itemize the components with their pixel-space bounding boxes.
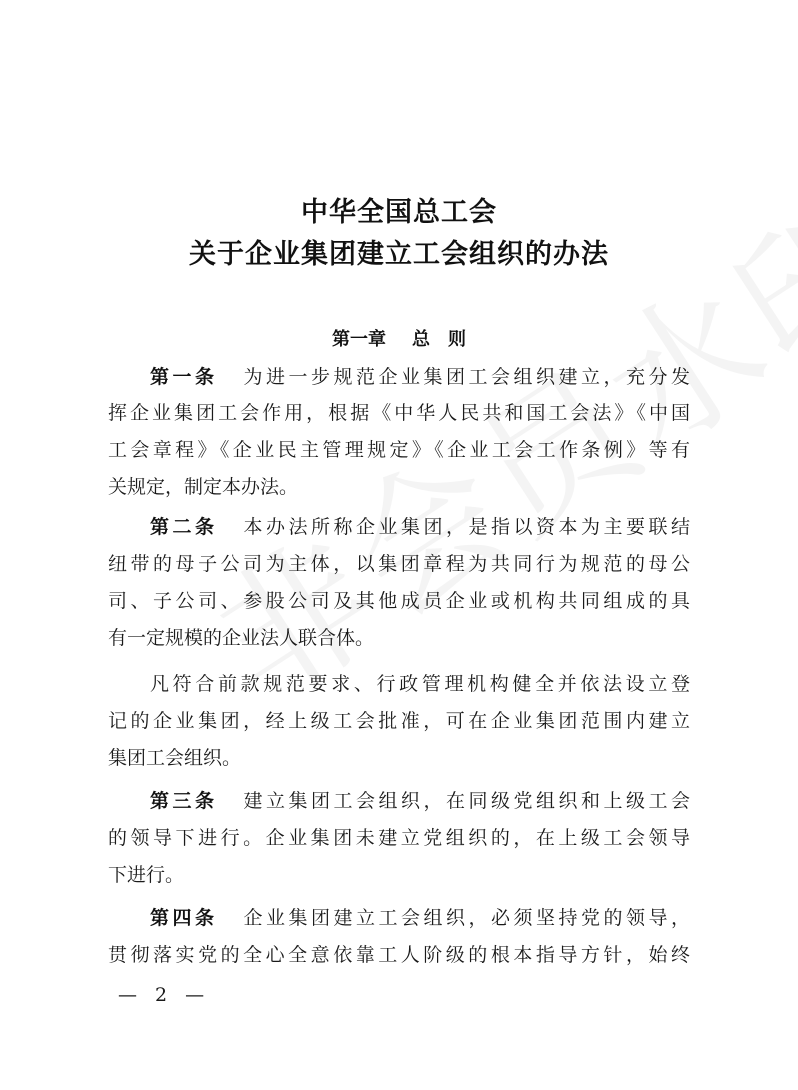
- text-line: [150, 362, 690, 392]
- line-text: 企业集团建立工会组织，必须坚持党的领导，: [243, 907, 690, 929]
- text-line: [150, 786, 690, 816]
- text-line: 关规定，制定本办法。: [108, 476, 299, 498]
- chapter-heading: [0, 325, 798, 351]
- text-line: 纽带的母子公司为主体，以集团章程为共同行为规范的母公: [108, 553, 690, 575]
- text-line: 记的企业集团，经上级工会批准，可在企业集团范围内建立: [108, 710, 690, 732]
- text-line: 下进行。: [108, 864, 185, 886]
- document-title-line2: 关于企业集团建立工会组织的办法: [189, 239, 609, 270]
- chapter-name: 总 则: [412, 329, 466, 350]
- article-label: 第一条: [150, 366, 218, 388]
- text-line: 贯彻落实党的全心全意依靠工人阶级的根本指导方针，始终: [108, 944, 690, 966]
- line-text: 为进一步规范企业集团工会组织建立，充分发: [243, 366, 690, 388]
- text-line: [150, 512, 690, 542]
- text-line: 集团工会组织。: [108, 747, 242, 769]
- text-line: 司、子公司、参股公司及其他成员企业或机构共同组成的具: [108, 590, 690, 612]
- article-label: 第四条: [150, 907, 218, 929]
- text-line: 的领导下进行。企业集团未建立党组织的，在上级工会领导: [108, 827, 690, 849]
- text-line: 工会章程》《企业民主管理规定》《企业工会工作条例》等有: [108, 439, 690, 461]
- text-line: 有一定规模的企业法人联合体。: [108, 627, 375, 649]
- article-label: 第二条: [150, 516, 218, 538]
- text-line: 挥企业集团工会作用，根据《中华人民共和国工会法》《中国: [108, 402, 690, 424]
- document-title-line1: 中华全国总工会: [301, 197, 497, 228]
- text-line: 凡符合前款规范要求、行政管理机构健全并依法设立登: [150, 673, 690, 695]
- article-label: 第三条: [150, 790, 218, 812]
- chapter-number: 第一章: [332, 329, 386, 350]
- page-number: — 2 —: [118, 984, 211, 1006]
- line-text: 本办法所称企业集团，是指以资本为主要联结: [243, 516, 690, 538]
- line-text: 建立集团工会组织，在同级党组织和上级工会: [243, 790, 690, 812]
- text-line: [150, 903, 690, 933]
